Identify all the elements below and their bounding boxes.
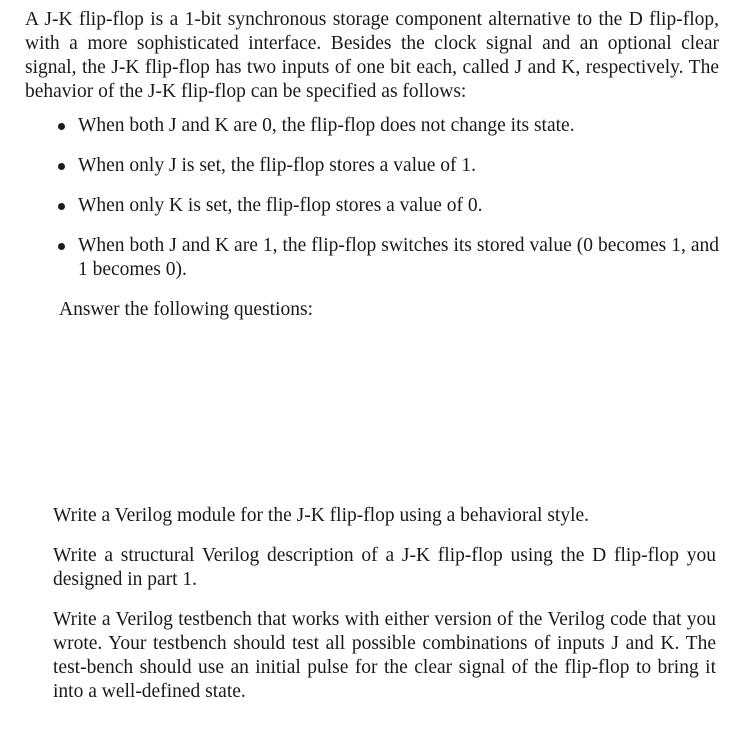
list-item: When only K is set, the flip-flop stores a value of 0. bbox=[78, 194, 719, 218]
answer-prompt: Answer the following questions: bbox=[59, 299, 314, 320]
intro-paragraph: A J-K flip-flop is a 1-bit synchronous storage component alternative to the D flip-flop, with a more sophisticated interface. Besides the clock signal and an optional clear signal, the J-K flip-flop has two inputs of one bit each, called J and K, respectively. The behavior of the J-K flip-flop can be specified as follows: bbox=[25, 9, 719, 102]
question-item: Write a structural Verilog description of a J-K flip-flop using the D flip-flop you designed in part 1. bbox=[53, 545, 716, 590]
question-item: Write a Verilog module for the J-K flip-flop using a behavioral style. bbox=[53, 505, 590, 526]
question-item: Write a Verilog testbench that works with either version of the Verilog code that you wrote. Your testbench should test all possible combinations of inputs J and K. The test-bench should use an initial pulse for the clear signal of the flip-flop to bring it into a well-defined state. bbox=[53, 609, 716, 702]
document bbox=[25, 8, 719, 322]
behavior-list bbox=[25, 114, 719, 282]
list-item: When only J is set, the flip-flop stores a value of 1. bbox=[78, 154, 719, 178]
list-item: When both J and K are 1, the flip-flop switches its stored value (0 becomes 1, and 1 becomes 0). bbox=[78, 235, 719, 280]
questions-list bbox=[53, 504, 716, 720]
list-item: When both J and K are 0, the flip-flop does not change its state. bbox=[78, 114, 719, 138]
